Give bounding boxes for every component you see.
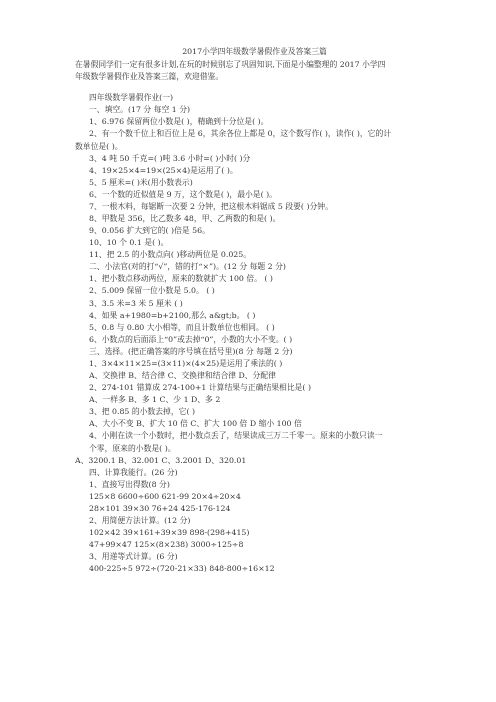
- intro-line: 年级数学暑假作业及答案三篇，欢迎借鉴。: [75, 72, 224, 82]
- body-line: 1、6.976 保留两位小数是( )，精确到十分位是( )。: [89, 117, 269, 127]
- body-line: 125×8 6600÷600 621-99 20×4÷20×4: [89, 491, 241, 501]
- body-line: 2、用简便方法计算。(12 分): [89, 515, 191, 525]
- body-line: 2、5.009 保留一位小数是 5.0。 ( ): [89, 286, 215, 296]
- body-line: 3、4 吨 50 千克=( )吨 3.6 小时=( )小时( )分: [89, 153, 251, 163]
- body-line: 28×101 39×30 76+24 425-176-124: [89, 503, 231, 513]
- document-body: [75, 92, 434, 575]
- body-line: 11、把 2.5 的小数点向( )移动两位是 0.025。: [89, 250, 251, 260]
- body-line: 3、用递等式计算。(6 分): [89, 552, 178, 562]
- intro-paragraph: [75, 59, 434, 83]
- body-line: 400-225÷5 972÷(720-21×33) 848-800÷16×12: [89, 564, 275, 574]
- body-line: A、3200.1 B、32.001 C、3.2001 D、320.01: [75, 455, 247, 465]
- body-line: 10、10 个 0.1 是( )。: [89, 238, 169, 248]
- body-line: 一、填空。(17 分 每空 1 分): [89, 105, 191, 115]
- body-line: 8、甲数是 356，比乙数多 48，甲、乙两数的和是( )。: [89, 214, 281, 224]
- body-line: 6、一个数的近似值是 9 万，这个数是( )，最小是( )。: [89, 189, 277, 199]
- body-line: 四年级数学暑假作业(一): [89, 93, 174, 103]
- body-line: 4、小刚在读一个小数时，把小数点丢了，结果读成三万二千零一。原来的小数只读一: [89, 431, 383, 441]
- body-line: 数单位是( )。: [75, 141, 123, 151]
- body-line: 1、直接写出得数(8 分): [89, 479, 170, 489]
- body-line: A、交换律 B、结合律 C、交换律和结合律 D、分配律: [89, 371, 276, 381]
- body-line: 1、3×4×11×25=(3×11)×(4×25)是运用了乘法的( ): [89, 358, 283, 368]
- body-line: 4、19×25×4=19×(25×4)是运用了( )。: [89, 165, 238, 175]
- body-line: 1、把小数点移动两位，原来的数就扩大 100 倍。 ( ): [89, 274, 273, 284]
- document-title: 2017小学四年级数学暑假作业及答案三篇: [182, 47, 327, 56]
- body-line: 102×42 39×161+39×39 898-(298+415): [89, 528, 250, 538]
- body-line: 9、0.056 扩大到它的( )倍是 56。: [89, 226, 210, 236]
- body-line: 7、一根木料，每锯断一次要 2 分钟，把这根木料锯成 5 段要( )分钟。: [89, 201, 333, 211]
- body-line: 5、0.8 与 0.80 大小相等，而且计数单位也相同。 ( ): [89, 322, 275, 332]
- body-line: 2、274-101 错算成 274-100+1 计算结果与正确结果相比是( ): [89, 383, 311, 393]
- body-line: 个零，原来的小数是( )。: [89, 443, 176, 453]
- body-line: 二、小法官(对的打“√”，错的打“×”)。(12 分 每题 2 分): [89, 262, 286, 272]
- body-line: A、一样多 B、多 1 C、少 1 D、多 2: [89, 395, 221, 405]
- body-line: 3、3.5 米=3 米 5 厘米 ( ): [89, 298, 183, 308]
- body-line: 2、有一个数千位上和百位上是 6，其余各位上都是 0，这个数写作( )，读作( )，它的计: [89, 129, 392, 139]
- body-line: 三、选择。(把正确答案的序号填在括号里)(8 分 每题 2 分): [89, 346, 293, 356]
- body-line: 3、把 0.85 的小数去掉，它( ): [89, 407, 196, 417]
- body-line: 6、小数点的后面添上“0”或去掉“0”，小数的大小不变。( ): [89, 334, 293, 344]
- body-line: A、大小不变 B、扩大 10 倍 C、扩大 100 倍 D 缩小 100 倍: [89, 419, 302, 429]
- body-line: 5、5 厘米=( )米(用小数表示): [89, 177, 193, 187]
- body-line: 47+99×47 125×(8×238) 3000÷125÷8: [89, 540, 244, 550]
- body-line: 四、计算我能行。(26 分): [89, 467, 178, 477]
- intro-line: 在暑假同学们一定有很多计划,在玩的时候别忘了巩固知识,下面是小编整理的 2017 小学四: [75, 60, 386, 70]
- body-line: 4、如果 a+1980=b+2100,那么 a&gt;b。 ( ): [89, 310, 256, 320]
